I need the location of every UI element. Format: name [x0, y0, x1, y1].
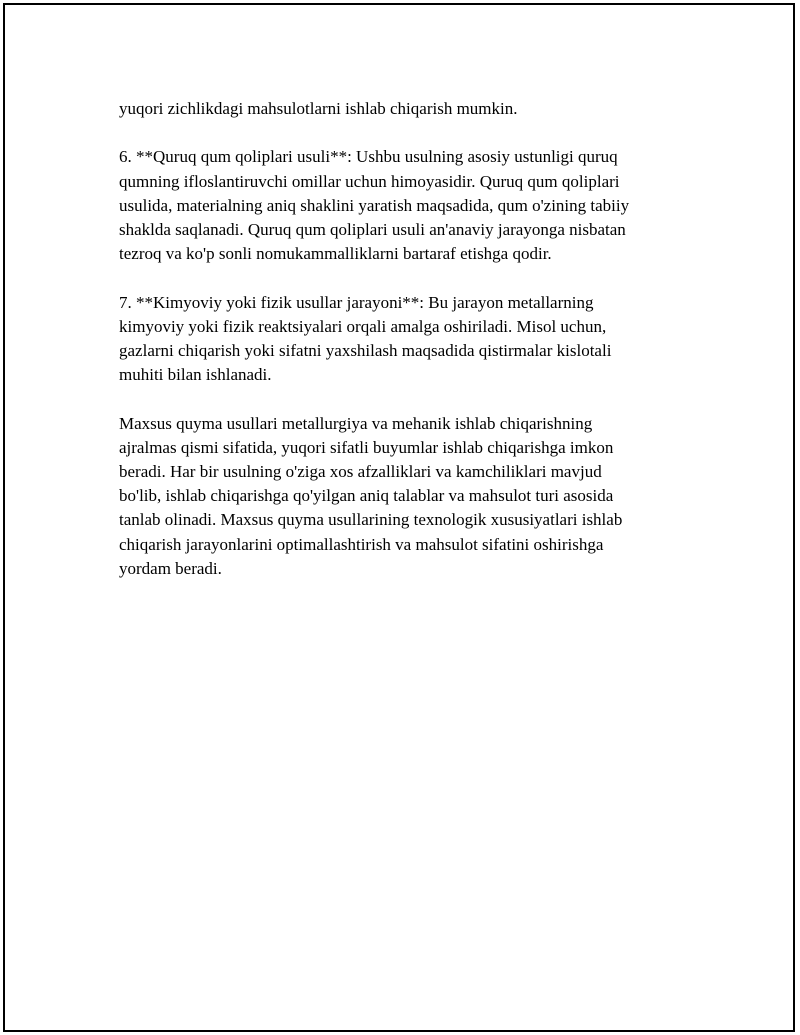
text-line: yuqori zichlikdagi mahsulotlarni ishlab chiqarish mumkin. — [119, 99, 518, 118]
document-page — [3, 3, 795, 1032]
text-line: ajralmas qismi sifatida, yuqori sifatli buyumlar ishlab chiqarishga imkon — [119, 437, 614, 457]
text-line: yordam beradi. — [119, 558, 222, 578]
text-line: tanlab olinadi. Maxsus quyma usullarining texnologik xususiyatlari ishlab — [119, 510, 623, 530]
text-line: kimyoviy yoki fizik reaktsiyalari orqali amalga oshiriladi. Misol uchun, — [119, 316, 607, 336]
text-line: beradi. Har bir usulning o'ziga xos afzalliklari va kamchiliklari mavjud — [119, 462, 602, 481]
text-line: chiqarish jarayonlarini optimallashtirish va mahsulot sifatini oshirishga — [119, 534, 604, 554]
text-line: shaklda saqlanadi. Quruq qum qoliplari usuli an'anaviy jarayonga nisbatan — [119, 220, 626, 239]
paragraph-continuation — [119, 97, 679, 121]
text-line: bo'lib, ishlab chiqarishga qo'yilgan aniq talablar va mahsulot turi asosida — [119, 486, 614, 506]
text-line: usulida, materialning aniq shaklini yaratish maqsadida, qum o'zining tabiiy — [119, 195, 630, 215]
text-line: 6. **Quruq qum qoliplari usuli**: Ushbu usulning asosiy ustunligi quruq — [119, 147, 618, 167]
paragraph-dry-sand-molds — [119, 145, 679, 266]
text-line: 7. **Kimyoviy yoki fizik usullar jarayoni**: Bu jarayon metallarning — [119, 292, 594, 312]
text-line: gazlarni chiqarish yoki sifatni yaxshilash maqsadida qistirmalar kislotali — [119, 341, 612, 360]
document-body — [119, 97, 679, 605]
text-line: muhiti bilan ishlanadi. — [119, 365, 272, 385]
paragraph-chemical-physical-methods — [119, 291, 679, 388]
paragraph-conclusion — [119, 412, 679, 581]
text-line: qumning ifloslantiruvchi omillar uchun himoyasidir. Quruq qum qoliplari — [119, 171, 620, 191]
text-line: Maxsus quyma usullari metallurgiya va mehanik ishlab chiqarishning — [119, 413, 593, 433]
text-line: tezroq va ko'p sonli nomukammalliklarni bartaraf etishga qodir. — [119, 244, 552, 264]
